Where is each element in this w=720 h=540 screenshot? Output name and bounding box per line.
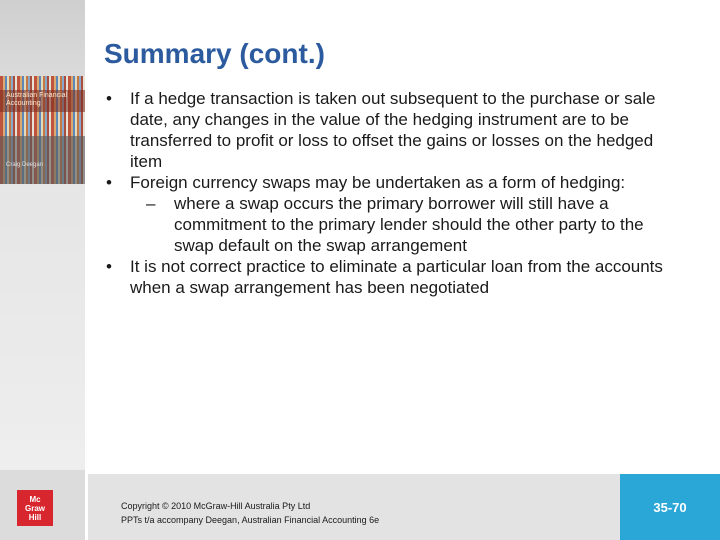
logo-line-2: Graw (24, 503, 45, 513)
footer-text (121, 499, 379, 527)
left-sidebar (0, 0, 85, 540)
slide-title: Summary (cont.) (104, 38, 325, 69)
bullet-text: Foreign currency swaps may be undertaken as a form of hedging: (130, 173, 626, 192)
slide-body (104, 88, 684, 298)
slide-number: 35-70 (620, 474, 720, 540)
logo-line-3: Hill (28, 512, 42, 522)
sub-bullet-item (104, 193, 684, 256)
ppt-note-text: PPTs t/a accompany Deegan, Australian Financial Accounting 6e (121, 515, 380, 525)
bullet-marker: • (106, 257, 112, 276)
cover-bottom-panel (0, 136, 85, 184)
logo-line-1: Mc (29, 494, 41, 504)
sub-bullet-text: where a swap occurs the primary borrower will still have a commitment to the primary lender should the other party to the swap default on the swap arrangement (174, 194, 644, 255)
cover-author: Craig Deegan (6, 162, 44, 168)
mcgraw-hill-logo (17, 490, 53, 526)
sidebar-gradient (0, 0, 85, 470)
book-cover-image (0, 76, 85, 184)
bullet-item-2 (104, 172, 684, 193)
bullet-marker: • (106, 173, 112, 192)
bullet-text: If a hedge transaction is taken out subsequent to the purchase or sale date, any changes in the value of the hedging instrument are to be transferred to profit or loss to offset the gains or losses on the hedged item (130, 89, 656, 171)
copyright-text: Copyright © 2010 McGraw-Hill Australia Pty Ltd (121, 501, 311, 511)
bullet-item-1 (104, 88, 684, 172)
bullet-item-3 (104, 256, 684, 298)
bullet-marker: • (106, 89, 112, 108)
sub-bullet-marker: – (146, 194, 156, 213)
cover-title: Australian Financial Accounting (6, 92, 68, 107)
bullet-text: It is not correct practice to eliminate a particular loan from the accounts when a swap arrangement has been negotiated (130, 257, 663, 297)
